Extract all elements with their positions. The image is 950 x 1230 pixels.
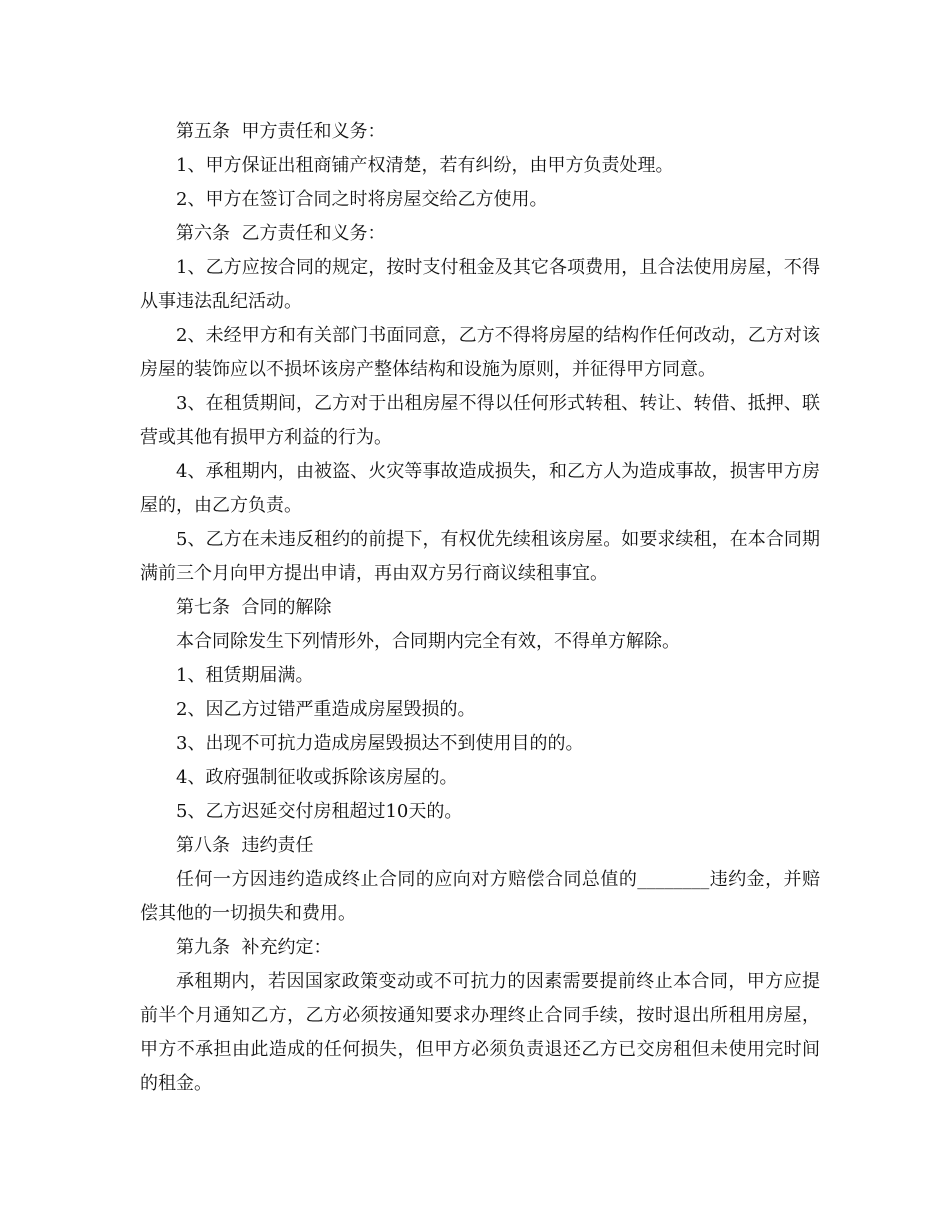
article-7-heading: 第七条 合同的解除 xyxy=(176,597,332,618)
article-7-item-1: 1、租赁期届满。 xyxy=(176,665,314,686)
article-5-clause-2: 2、甲方在签订合同之时将房屋交给乙方使用。 xyxy=(176,189,548,210)
article-6-clause-4: 4、承租期内，由被盗、火灾等事故造成损失，和乙方人为造成事故，损害甲方房屋的，由乙方负责。 xyxy=(140,461,820,516)
article-6-clause-5: 5、乙方在未违反租约的前提下，有权优先续租该房屋。如要求续租，在本合同期满前三个月向甲方提出申请，再由双方另行商议续租事宜。 xyxy=(140,529,820,584)
article-9-heading: 第九条 补充约定： xyxy=(176,937,332,958)
article-8-heading: 第八条 违约责任 xyxy=(176,835,314,856)
document-page xyxy=(140,115,820,1101)
article-6-clause-3: 3、在租赁期间，乙方对于出租房屋不得以任何形式转租、转让、转借、抵押、联营或其他有损甲方利益的行为。 xyxy=(140,393,820,448)
article-9-text: 承租期内，若因国家政策变动或不可抗力的因素需要提前终止本合同，甲方应提前半个月通知乙方，乙方必须按通知要求办理终止合同手续，按时退出所租用房屋，甲方不承担由此造成的任何损失，但甲方必须负责退还乙方已交房租但未使用完时间的租金。 xyxy=(140,971,820,1094)
article-6-clause-2: 2、未经甲方和有关部门书面同意，乙方不得将房屋的结构作任何改动，乙方对该房屋的装饰应以不损坏该房产整体结构和设施为原则，并征得甲方同意。 xyxy=(140,325,820,380)
article-7-item-3: 3、出现不可抗力造成房屋毁损达不到使用目的的。 xyxy=(176,733,584,754)
article-7-item-4: 4、政府强制征收或拆除该房屋的。 xyxy=(176,767,458,788)
article-5-clause-1: 1、甲方保证出租商铺产权清楚，若有纠纷，由甲方负责处理。 xyxy=(176,155,674,176)
article-8-text: 任何一方因违约造成终止合同的应向对方赔偿合同总值的________违约金，并赔偿其他的一切损失和费用。 xyxy=(140,869,820,924)
article-5-heading: 第五条 甲方责任和义务： xyxy=(176,121,386,142)
article-7-intro: 本合同除发生下列情形外，合同期内完全有效，不得单方解除。 xyxy=(176,631,680,652)
article-6-heading: 第六条 乙方责任和义务： xyxy=(176,223,386,244)
article-6-clause-1: 1、乙方应按合同的规定，按时支付租金及其它各项费用，且合法使用房屋，不得从事违法乱纪活动。 xyxy=(140,257,820,312)
article-7-item-5: 5、乙方迟延交付房租超过10天的。 xyxy=(176,801,463,822)
article-7-item-2: 2、因乙方过错严重造成房屋毁损的。 xyxy=(176,699,476,720)
